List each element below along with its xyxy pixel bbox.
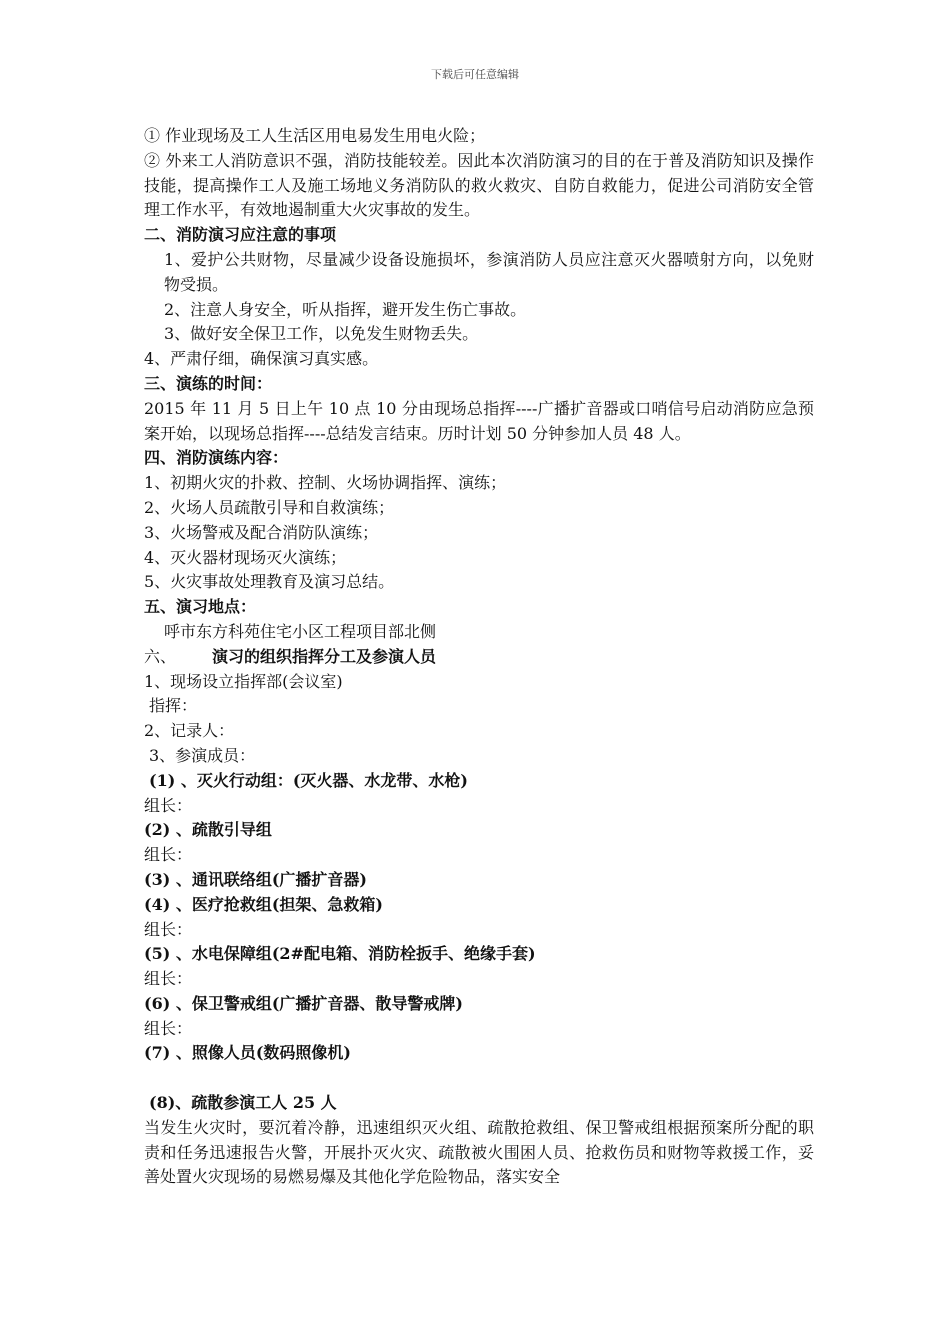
section-4-item-3: 3、火场警戒及配合消防队演练； xyxy=(144,522,379,542)
section-3-heading: 三、演练的时间： xyxy=(144,373,273,393)
section-3-text: 2015 年 11 月 5 日上午 10 点 10 分由现场总指挥----广播扩音器或口哨信号启动消防应急预案开始，以现场总指挥----总结发言结束。历时计划 50 分钟参加人员 48 人。 xyxy=(144,398,814,443)
section-2-item-1: 1、爱护公共财物，尽量减少设备设施损坏，参演消防人员应注意灭火器喷射方向，以免财物受损。 xyxy=(164,249,814,294)
group-1: (1) 、灭火行动组：(灭火器、水龙带、水枪) xyxy=(149,770,468,790)
section-2-item-3: 3、做好安全保卫工作，以免发生财物丢失。 xyxy=(164,324,479,344)
section-2-item-2: 2、注意人身安全，听从指挥，避开发生伤亡事故。 xyxy=(164,299,527,319)
section-6-item-1: 1、现场设立指挥部(会议室) xyxy=(144,671,343,691)
group-4: (4) 、医疗抢救组(担架、急救箱) xyxy=(144,894,383,914)
group-2: (2) 、疏散引导组 xyxy=(144,820,272,840)
risk-item-1: ① 作业现场及工人生活区用电易发生用电火险； xyxy=(144,126,486,145)
group-5: (5) 、水电保障组(2#配电箱、消防栓扳手、绝缘手套) xyxy=(144,944,536,964)
section-2-item-4: 4、严肃仔细，确保演习真实感。 xyxy=(144,349,379,369)
section-6-item-2: 2、记录人： xyxy=(144,721,235,741)
blank-line xyxy=(144,1066,814,1091)
section-4-item-4: 4、灭火器材现场灭火演练； xyxy=(144,547,347,567)
section-4-heading: 四、消防演练内容： xyxy=(144,448,289,468)
group-4-leader: 组长： xyxy=(144,919,193,939)
section-6-number: 六、 xyxy=(144,646,177,666)
document-body xyxy=(144,124,814,1190)
section-6-title: 演习的组织指挥分工及参演人员 xyxy=(212,646,437,666)
group-1-leader: 组长： xyxy=(144,795,193,815)
section-4-item-1: 1、初期火灾的扑救、控制、火场协调指挥、演练； xyxy=(144,473,507,493)
group-5-leader: 组长： xyxy=(144,969,193,989)
section-4-item-2: 2、火场人员疏散引导和自救演练； xyxy=(144,497,395,517)
group-6: (6) 、保卫警戒组(广播扩音器、散导警戒牌) xyxy=(144,993,463,1013)
closing-paragraph: 当发生火灾时，要沉着冷静，迅速组织灭火组、疏散抢救组、保卫警戒组根据预案所分配的职责和任务迅速报告火警，开展扑灭火灾、疏散被火围困人员、抢救伤员和财物等救援工作，妥善处置火灾现场的易燃易爆及其他化学危险物品，落实安全 xyxy=(144,1117,814,1187)
group-2-leader: 组长： xyxy=(144,845,193,865)
section-4-item-5: 5、火灾事故处理教育及演习总结。 xyxy=(144,572,395,592)
group-6-leader: 组长： xyxy=(144,1018,193,1038)
risk-item-2: ② 外来工人消防意识不强，消防技能较差。因此本次消防演习的目的在于普及消防知识及操作技能，提高操作工人及施工场地义务消防队的救火救灾、自防自救能力，促进公司消防安全管理工作水平，有效地遏制重大火灾事故的发生。 xyxy=(144,150,814,220)
section-2-heading: 二、消防演习应注意的事项 xyxy=(144,225,337,245)
section-6-item-3: 3、参演成员： xyxy=(149,745,256,765)
group-3: (3) 、通讯联络组(广播扩音器) xyxy=(144,869,367,889)
group-7: (7) 、照像人员(数码照像机) xyxy=(144,1043,351,1063)
commander-label: 指挥： xyxy=(149,696,198,716)
section-5-location: 呼市东方科苑住宅小区工程项目部北侧 xyxy=(164,621,437,641)
page-header: 下载后可任意编辑 xyxy=(431,68,519,81)
section-6-heading xyxy=(144,645,814,670)
section-5-heading: 五、演习地点： xyxy=(144,597,257,617)
group-8: (8)、疏散参演工人 25 人 xyxy=(149,1093,337,1113)
